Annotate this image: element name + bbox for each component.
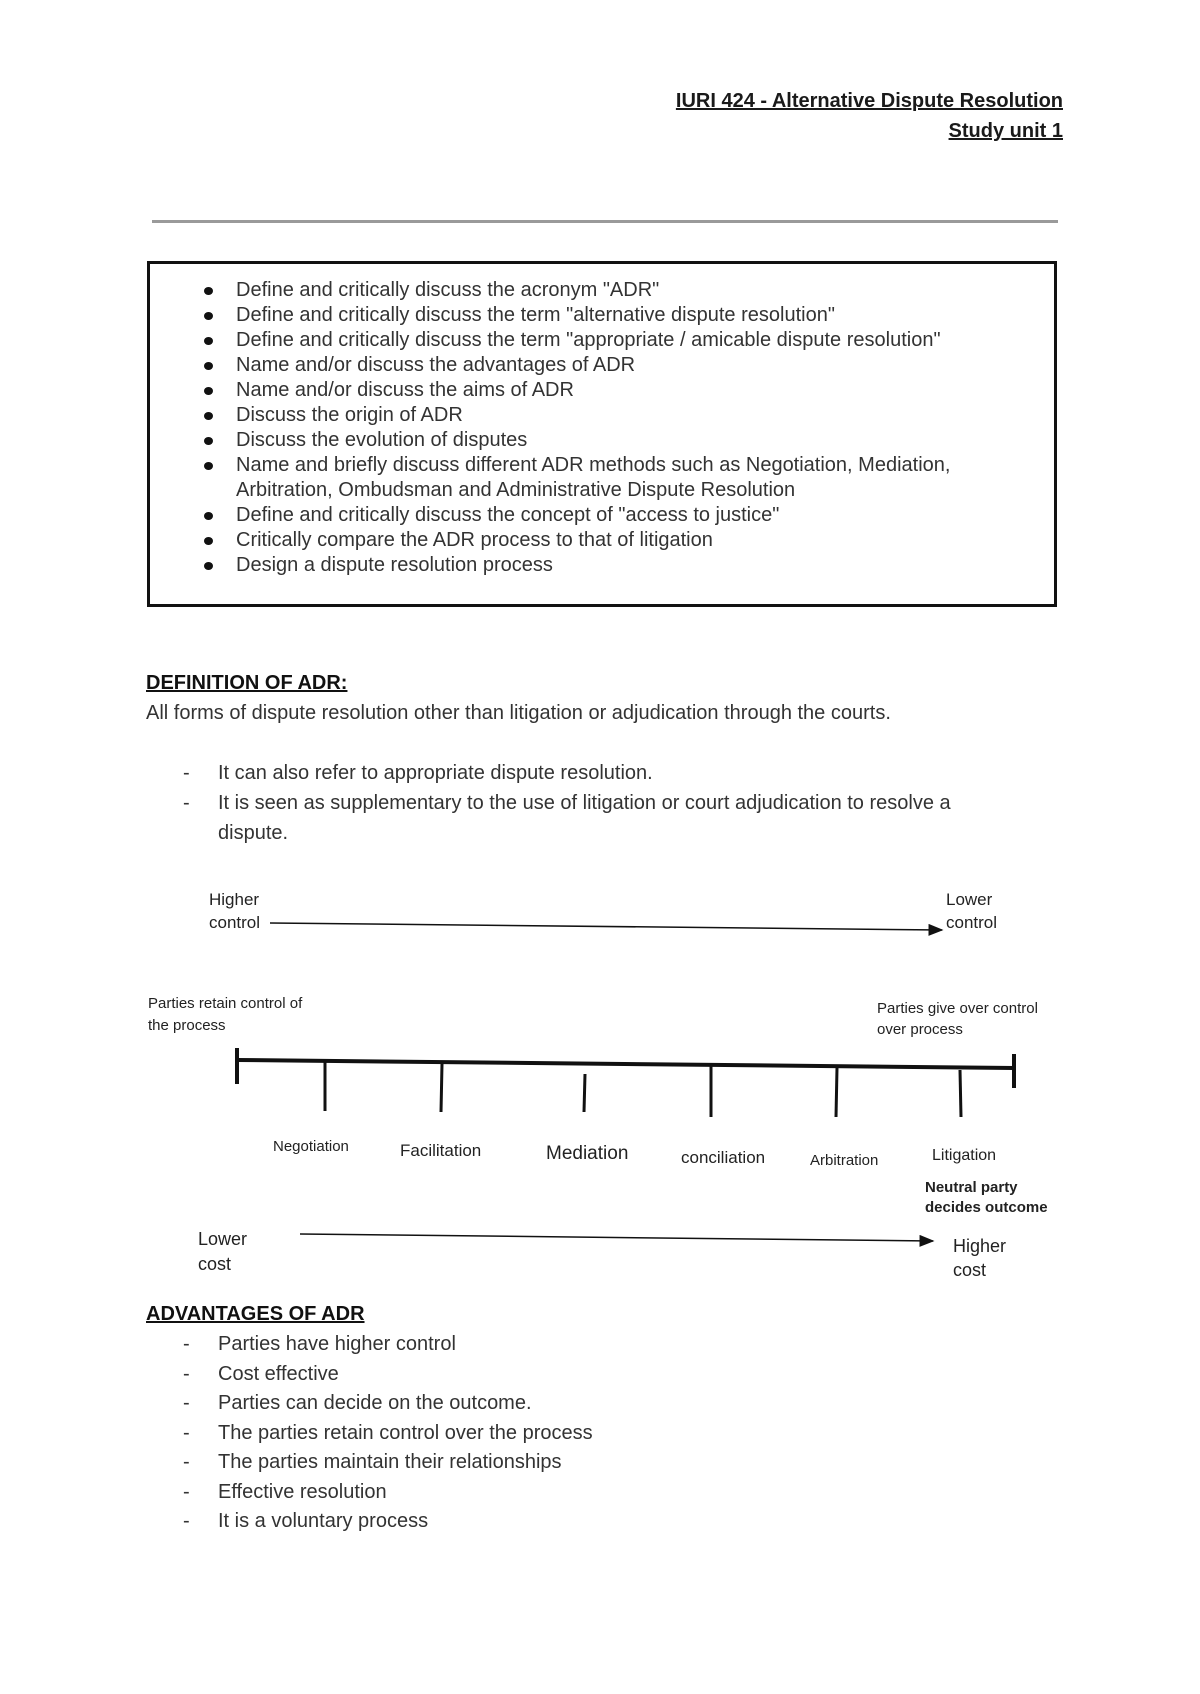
bullet-icon xyxy=(204,387,213,395)
list-item: - It is a voluntary process xyxy=(146,1507,1061,1537)
list-item: - Cost effective xyxy=(146,1360,1061,1390)
definition-points xyxy=(146,758,1061,848)
list-item: - It is seen as supplementary to the use of litigation or court adjudication to resolve a xyxy=(146,788,1061,818)
objective-item: Define and critically discuss the concept of "access to justice" xyxy=(236,503,1054,528)
document-header xyxy=(676,86,1063,146)
method-negotiation: Negotiation xyxy=(273,1138,349,1155)
bullet-icon xyxy=(204,437,213,445)
objective-item: Critically compare the ADR process to that of litigation xyxy=(236,528,1054,553)
cost-right-label-2: cost xyxy=(953,1260,987,1280)
dash-marker: - xyxy=(183,762,190,784)
method-mediation: Mediation xyxy=(546,1143,629,1164)
litigation-tick xyxy=(960,1070,961,1117)
bullet-icon xyxy=(204,462,213,470)
bullet-icon xyxy=(204,337,213,345)
control-right-label-2: control xyxy=(946,913,998,932)
method-litigation: Litigation xyxy=(932,1147,997,1164)
list-item: - Parties have higher control xyxy=(146,1330,1061,1360)
list-item: - It can also refer to appropriate dispute resolution. xyxy=(146,758,1061,788)
bullet-icon xyxy=(204,362,213,370)
method-arbitration: Arbitration xyxy=(810,1152,879,1169)
dash-marker: - xyxy=(183,792,190,814)
objective-item: Name and briefly discuss different ADR methods such as Negotiation, Mediation, xyxy=(236,453,1054,478)
bullet-icon xyxy=(204,537,213,545)
definition-heading: DEFINITION OF ADR: xyxy=(146,672,348,694)
list-item: - The parties maintain their relationships xyxy=(146,1448,1061,1478)
facilitation-tick xyxy=(441,1064,442,1112)
bullet-icon xyxy=(204,562,213,570)
advantages-heading: ADVANTAGES OF ADR xyxy=(146,1303,365,1325)
neutral-party-label-1: Neutral party xyxy=(925,1179,1018,1196)
dash-marker: - xyxy=(183,1362,190,1385)
control-left-label-1: Higher xyxy=(209,890,260,909)
bullet-icon xyxy=(204,512,213,520)
control-arrow xyxy=(270,923,942,930)
dash-marker: - xyxy=(183,1480,190,1503)
dash-marker: - xyxy=(183,1510,190,1532)
retain-control-label-1: Parties retain control of xyxy=(148,995,303,1012)
objective-item: Discuss the origin of ADR xyxy=(236,403,1054,428)
method-conciliation: conciliation xyxy=(681,1148,766,1167)
bullet-icon xyxy=(204,312,213,320)
cost-left-label-2: cost xyxy=(198,1254,232,1274)
objective-item: Name and/or discuss the advantages of ADR xyxy=(236,353,1054,378)
method-facilitation: Facilitation xyxy=(400,1141,482,1160)
retain-control-label-2: the process xyxy=(148,1017,226,1034)
horizontal-rule xyxy=(152,220,1058,223)
unit-title: Study unit 1 xyxy=(948,120,1063,142)
list-item: - Effective resolution xyxy=(146,1478,1061,1508)
bullet-icon xyxy=(204,412,213,420)
dash-marker: - xyxy=(183,1451,190,1473)
objective-item: Discuss the evolution of disputes xyxy=(236,428,1054,453)
give-control-label-2: over process xyxy=(877,1021,963,1038)
dash-marker: - xyxy=(183,1333,190,1355)
objective-item: Define and critically discuss the term "alternative dispute resolution" xyxy=(236,303,1054,328)
cost-right-label-1: Higher xyxy=(953,1236,1007,1256)
objective-item: Name and/or discuss the aims of ADR xyxy=(236,378,1054,403)
definition-text: All forms of dispute resolution other than litigation or adjudication through the courts. xyxy=(146,702,891,724)
cost-arrow xyxy=(300,1234,933,1241)
dash-marker: - xyxy=(183,1421,190,1444)
bullet-icon xyxy=(204,287,213,295)
dash-marker: - xyxy=(183,1392,190,1414)
objectives-list xyxy=(150,264,1054,578)
course-title: IURI 424 - Alternative Dispute Resolution xyxy=(675,90,1063,112)
objective-item-continued: Arbitration, Ombudsman and Administrative Dispute Resolution xyxy=(236,479,796,501)
cost-left-label-1: Lower xyxy=(198,1229,248,1249)
control-right-label-1: Lower xyxy=(946,890,993,909)
control-left-label-2: control xyxy=(209,913,261,932)
mediation-tick xyxy=(584,1074,585,1112)
list-item: - The parties retain control over the process xyxy=(146,1419,1061,1449)
list-item: - Parties can decide on the outcome. xyxy=(146,1389,1061,1419)
objectives-box xyxy=(147,261,1057,607)
arbitration-tick xyxy=(836,1068,837,1117)
objective-item: Define and critically discuss the term "appropriate / amicable dispute resolution" xyxy=(236,328,1054,353)
objective-item: Define and critically discuss the acronym "ADR" xyxy=(236,278,1054,303)
give-control-label-1: Parties give over control xyxy=(877,1000,1038,1017)
objective-item: Design a dispute resolution process xyxy=(236,553,1054,578)
list-item-continued: dispute. xyxy=(218,822,289,844)
neutral-party-label-2: decides outcome xyxy=(925,1199,1048,1216)
spectrum-line xyxy=(237,1060,1014,1068)
advantages-list xyxy=(146,1330,1061,1537)
